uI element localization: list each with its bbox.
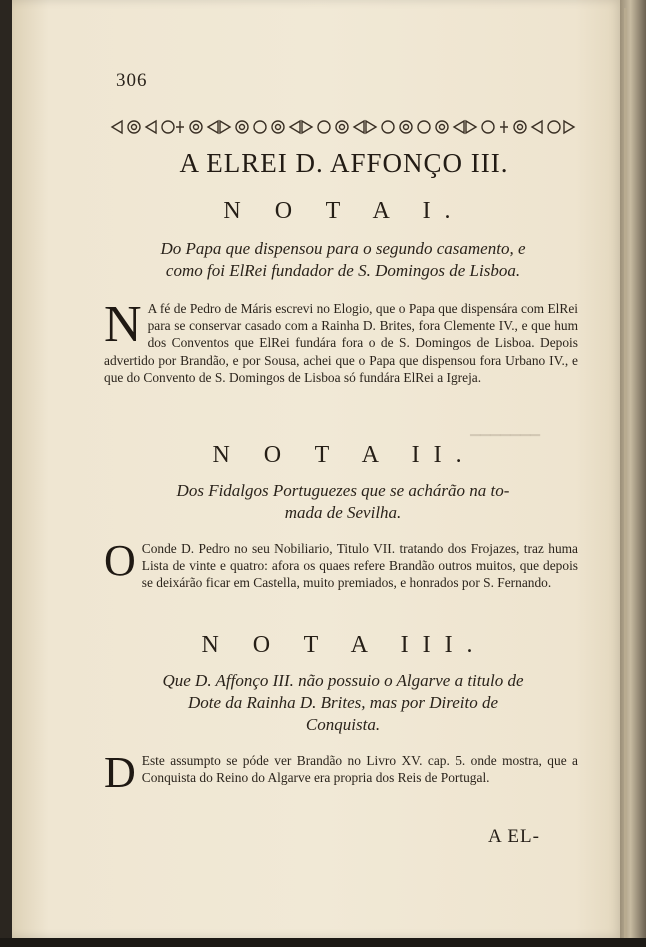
nota-heading-2: N O T A II.	[212, 442, 476, 468]
nota-subtitle-line: mada de Sevilha.	[284, 503, 402, 522]
nota-subtitle-3	[104, 670, 582, 736]
drop-cap: D	[104, 748, 136, 797]
catchword: A EL-	[488, 826, 540, 847]
page-number: 306	[116, 70, 148, 91]
chapter-title: A ELREI D. AFFONÇO III.	[179, 148, 509, 178]
nota-subtitle-line: como foi ElRei fundador de S. Domingos de Lisboa.	[165, 261, 521, 280]
drop-cap: N	[104, 296, 142, 353]
nota-body-1	[104, 296, 578, 386]
drop-cap: O	[104, 536, 136, 585]
nota-heading-1: N O T A I.	[223, 198, 465, 224]
nota-subtitle-line: Conquista.	[305, 715, 381, 734]
nota-body-text: A fé de Pedro de Máris escrevi no Elogio, que o Papa que dispensára com ElRei para se conservar casado com a Rainha D. Brites, fora Clemente IV., e que hum dos Conventos que ElRei fundára fora o de S. Domingos de Lisboa. Depois advertido por Brandão, e por Sousa, achei que o Papa que dispensou fora Urbano IV., e que do Convento de S. Domingos de Lisboa só fundára ElRei a Igreja.	[104, 301, 578, 385]
nota-heading-3: N O T A III.	[201, 632, 487, 658]
next-page-edge	[620, 0, 646, 947]
nota-subtitle-2	[104, 480, 582, 524]
nota-subtitle-line: Dos Fidalgos Portuguezes que se achárão na to-	[176, 481, 510, 500]
bottom-shadow	[0, 938, 646, 947]
nota-subtitle-line: Que D. Affonço III. não possuio o Algarve a titulo de	[162, 671, 524, 690]
ornament-divider	[108, 116, 578, 138]
nota-body-3	[104, 748, 578, 797]
nota-body-2	[104, 536, 578, 592]
nota-subtitle-1	[104, 238, 582, 282]
nota-subtitle-line: Do Papa que dispensou para o segundo casamento, e	[160, 239, 526, 258]
nota-body-text: Este assumpto se póde ver Brandão no Livro XV. cap. 5. onde mostra, que a Conquista do Reino do Algarve era propria dos Reis de Portugal.	[141, 753, 578, 786]
nota-body-text: Conde D. Pedro no seu Nobiliario, Titulo VII. tratando dos Frojazes, traz huma Lista de vinte e quatro: afora os quaes refere Brandão outros muitos, que depois se deixárão ficar em Castella, muito premiados, e honrados por S. Fernando.	[141, 541, 578, 591]
book-page	[12, 0, 624, 938]
nota-subtitle-line: Dote da Rainha D. Brites, mas por Direito de	[187, 693, 499, 712]
